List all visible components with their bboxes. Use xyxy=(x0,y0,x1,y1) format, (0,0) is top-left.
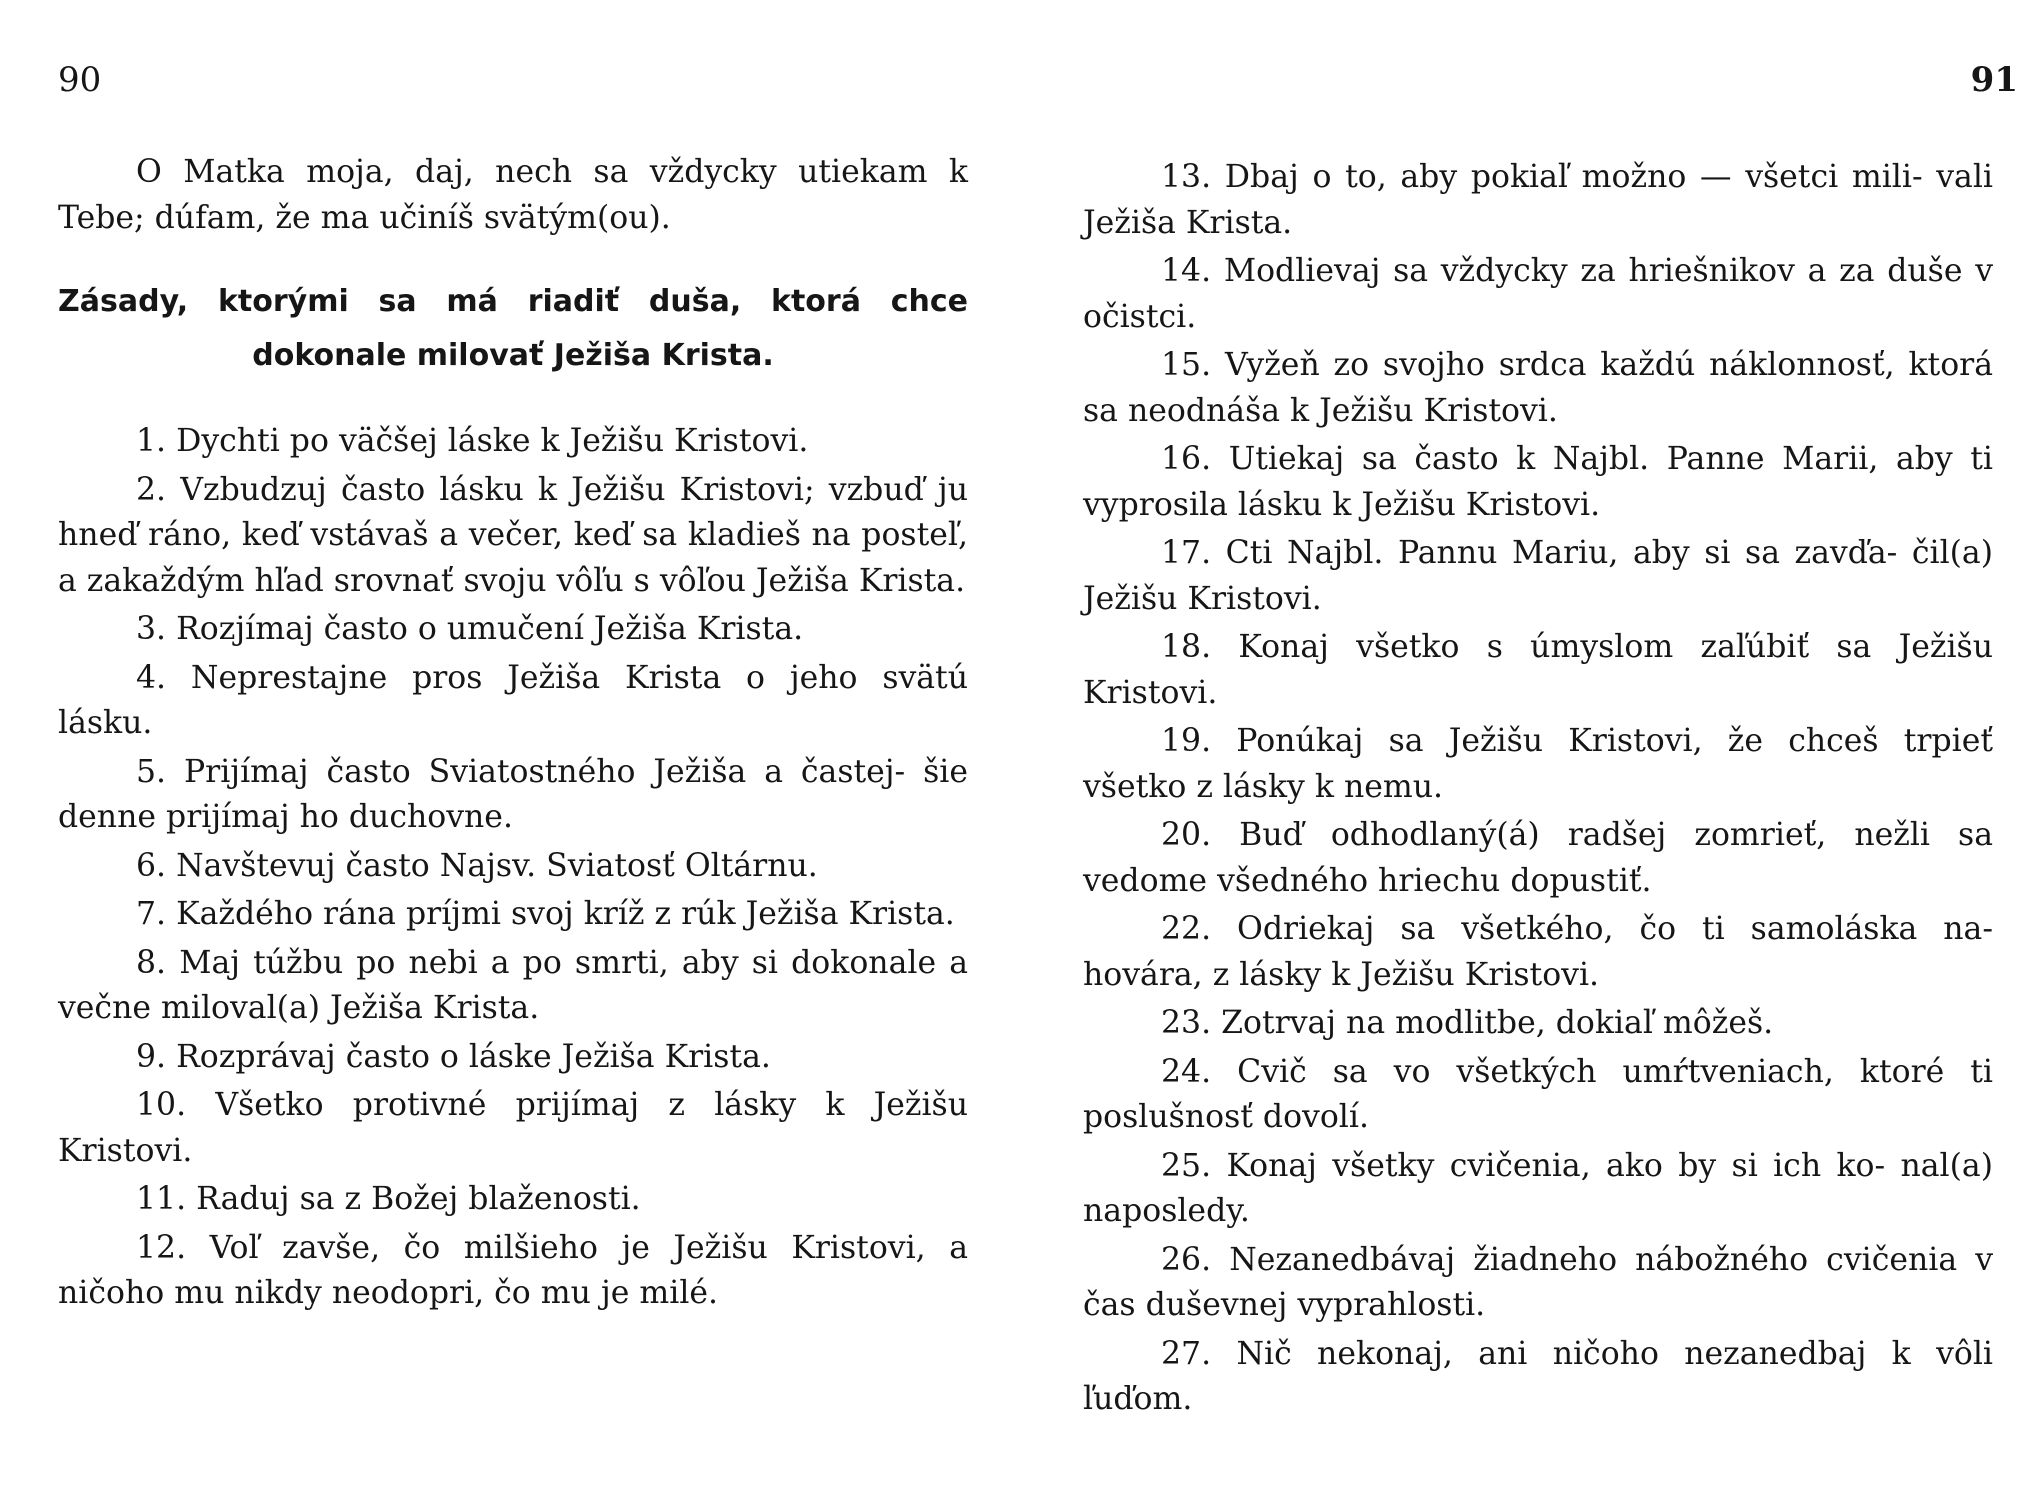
item-text: Voľ zavše, čo milšieho je Ježišu Kristovi, a ničoho mu nikdy neodopri, čo mu je milé. xyxy=(58,1229,969,1311)
list-item xyxy=(58,844,968,890)
item-text: Utiekaj sa často k Najbl. Panne Marii, aby ti vyprosila lásku k Ježišu Kristovi. xyxy=(1083,441,1993,523)
item-number: 9. xyxy=(136,1038,167,1075)
list-item xyxy=(58,750,968,841)
item-text: Vyžeň zo svojho srdca každú náklonnosť, ktorá sa neodnáša k Ježišu Kristovi. xyxy=(1083,347,1994,429)
list-item xyxy=(58,607,968,653)
item-number: 10. xyxy=(136,1087,187,1123)
item-number: 25. xyxy=(1161,1147,1212,1184)
page-number-right: 91 xyxy=(1970,60,2018,100)
list-item xyxy=(58,468,968,605)
item-text: Nič nekonaj, ani ničoho nezanedbaj k vôli ľuďom. xyxy=(1083,1335,1994,1417)
list-item xyxy=(58,1177,968,1223)
list-item xyxy=(1083,1238,1993,1329)
item-text: Dbaj o to, aby pokiaľ možno — všetci mili- vali Ježiša Krista. xyxy=(1083,159,1993,241)
list-item xyxy=(1083,155,1993,246)
item-text: Vzbudzuj často lásku k Ježišu Kristovi; vzbuď ju hneď ráno, keď vstávaš a večer, keď sa kladieš na posteľ, a zakaždým hľad srovnať svoju vôľu s vôľou Ježiša Krista. xyxy=(58,471,968,599)
item-text: Dychti po väčšej láske k Ježišu Kristovi. xyxy=(176,423,809,459)
item-text: Cti Najbl. Pannu Mariu, aby si sa zavďa- čil(a) Ježišu Kristovi. xyxy=(1083,535,1993,617)
item-number: 22. xyxy=(1161,911,1212,947)
item-number: 26. xyxy=(1161,1241,1212,1278)
right-page-text xyxy=(1083,155,1993,1426)
item-text: Konaj všetky cvičenia, ako by si ich ko- nal(a) naposledy. xyxy=(1083,1147,1993,1229)
list-item xyxy=(58,1035,968,1081)
item-number: 3. xyxy=(136,611,167,647)
item-number: 24. xyxy=(1161,1053,1212,1090)
list-item xyxy=(1083,625,1993,716)
item-text: Maj túžbu po nebi a po smrti, aby si dokonale a večne miloval(a) Ježiša Krista. xyxy=(58,944,968,1026)
item-text: Odriekaj sa všetkého, čo ti samoláska na- hovára, z lásky k Ježišu Kristovi. xyxy=(1083,911,1993,993)
item-number: 11. xyxy=(136,1181,187,1217)
list-item xyxy=(58,892,968,938)
item-text: Raduj sa z Božej blaženosti. xyxy=(196,1181,641,1217)
item-text: Cvič sa vo všetkých umŕtveniach, ktoré ti poslušnosť dovolí. xyxy=(1083,1053,1993,1135)
list-item xyxy=(58,656,968,747)
list-item xyxy=(1083,1332,1993,1423)
item-number: 20. xyxy=(1161,817,1212,853)
item-number: 18. xyxy=(1161,629,1212,665)
right-page xyxy=(1019,0,2038,1500)
item-number: 27. xyxy=(1161,1335,1212,1372)
list-item xyxy=(1083,907,1993,998)
list-item xyxy=(58,1083,968,1174)
list-item xyxy=(58,419,968,465)
item-number: 19. xyxy=(1161,723,1212,759)
item-text: Rozjímaj často o umučení Ježiša Krista. xyxy=(176,611,804,647)
list-item xyxy=(1083,1144,1993,1235)
item-text: Rozprávaj často o láske Ježiša Krista. xyxy=(176,1038,771,1075)
item-number: 6. xyxy=(136,847,167,884)
list-item xyxy=(1083,343,1993,434)
item-text: Prijímaj často Sviatostného Ježiša a častej- šie denne prijímaj ho duchovne. xyxy=(58,753,968,835)
page-number-left: 90 xyxy=(58,60,102,100)
item-number: 2. xyxy=(136,471,167,508)
list-item xyxy=(1083,437,1993,528)
item-number: 7. xyxy=(136,896,167,932)
list-item xyxy=(1083,1001,1993,1047)
item-number: 13. xyxy=(1161,159,1212,195)
section-heading: Zásady, ktorými sa má riadiť duša, ktorá chce dokonale milovať Ježiša Krista. xyxy=(58,284,968,373)
item-text: Neprestajne pros Ježiša Krista o jeho svätú lásku. xyxy=(58,659,969,741)
item-number: 17. xyxy=(1161,535,1212,571)
item-number: 4. xyxy=(136,659,167,696)
item-text: Nezanedbávaj žiadneho nábožného cvičenia v čas duševnej vyprahlosti. xyxy=(1083,1241,1994,1323)
item-number: 14. xyxy=(1161,253,1212,289)
item-text: Každého rána príjmi svoj kríž z rúk Ježiša Krista. xyxy=(176,896,955,932)
item-number: 15. xyxy=(1161,347,1212,383)
list-item xyxy=(1083,531,1993,622)
intro-paragraph: O Matka moja, daj, nech sa vždycky utiekam k Tebe; dúfam, že ma učiníš svätým(ou). xyxy=(58,154,968,236)
item-number: 5. xyxy=(136,753,167,790)
list-item xyxy=(58,1226,968,1317)
item-number: 12. xyxy=(136,1229,187,1266)
item-text: Zotrvaj na modlitbe, dokiaľ môžeš. xyxy=(1221,1005,1774,1041)
list-item xyxy=(58,941,968,1032)
item-number: 1. xyxy=(136,423,167,459)
item-number: 16. xyxy=(1161,441,1212,477)
list-item xyxy=(1083,249,1993,340)
list-item xyxy=(1083,1050,1993,1141)
left-page-text xyxy=(58,150,968,1320)
item-text: Konaj všetko s úmyslom zaľúbiť sa Ježišu Kristovi. xyxy=(1083,629,1993,711)
item-text: Navštevuj často Najsv. Sviatosť Oltárnu. xyxy=(176,847,818,884)
item-text: Buď odhodlaný(á) radšej zomrieť, nežli sa vedome všedného hriechu dopustiť. xyxy=(1083,817,1993,899)
item-number: 8. xyxy=(136,944,167,981)
item-text: Modlievaj sa vždycky za hriešnikov a za duše v očistci. xyxy=(1083,253,1994,335)
item-number: 23. xyxy=(1161,1005,1212,1041)
item-text: Ponúkaj sa Ježišu Kristovi, že chceš trpieť všetko z lásky k nemu. xyxy=(1083,723,1994,805)
item-text: Všetko protivné prijímaj z lásky k Ježišu Kristovi. xyxy=(58,1087,969,1169)
list-item xyxy=(1083,813,1993,904)
list-item xyxy=(1083,719,1993,810)
